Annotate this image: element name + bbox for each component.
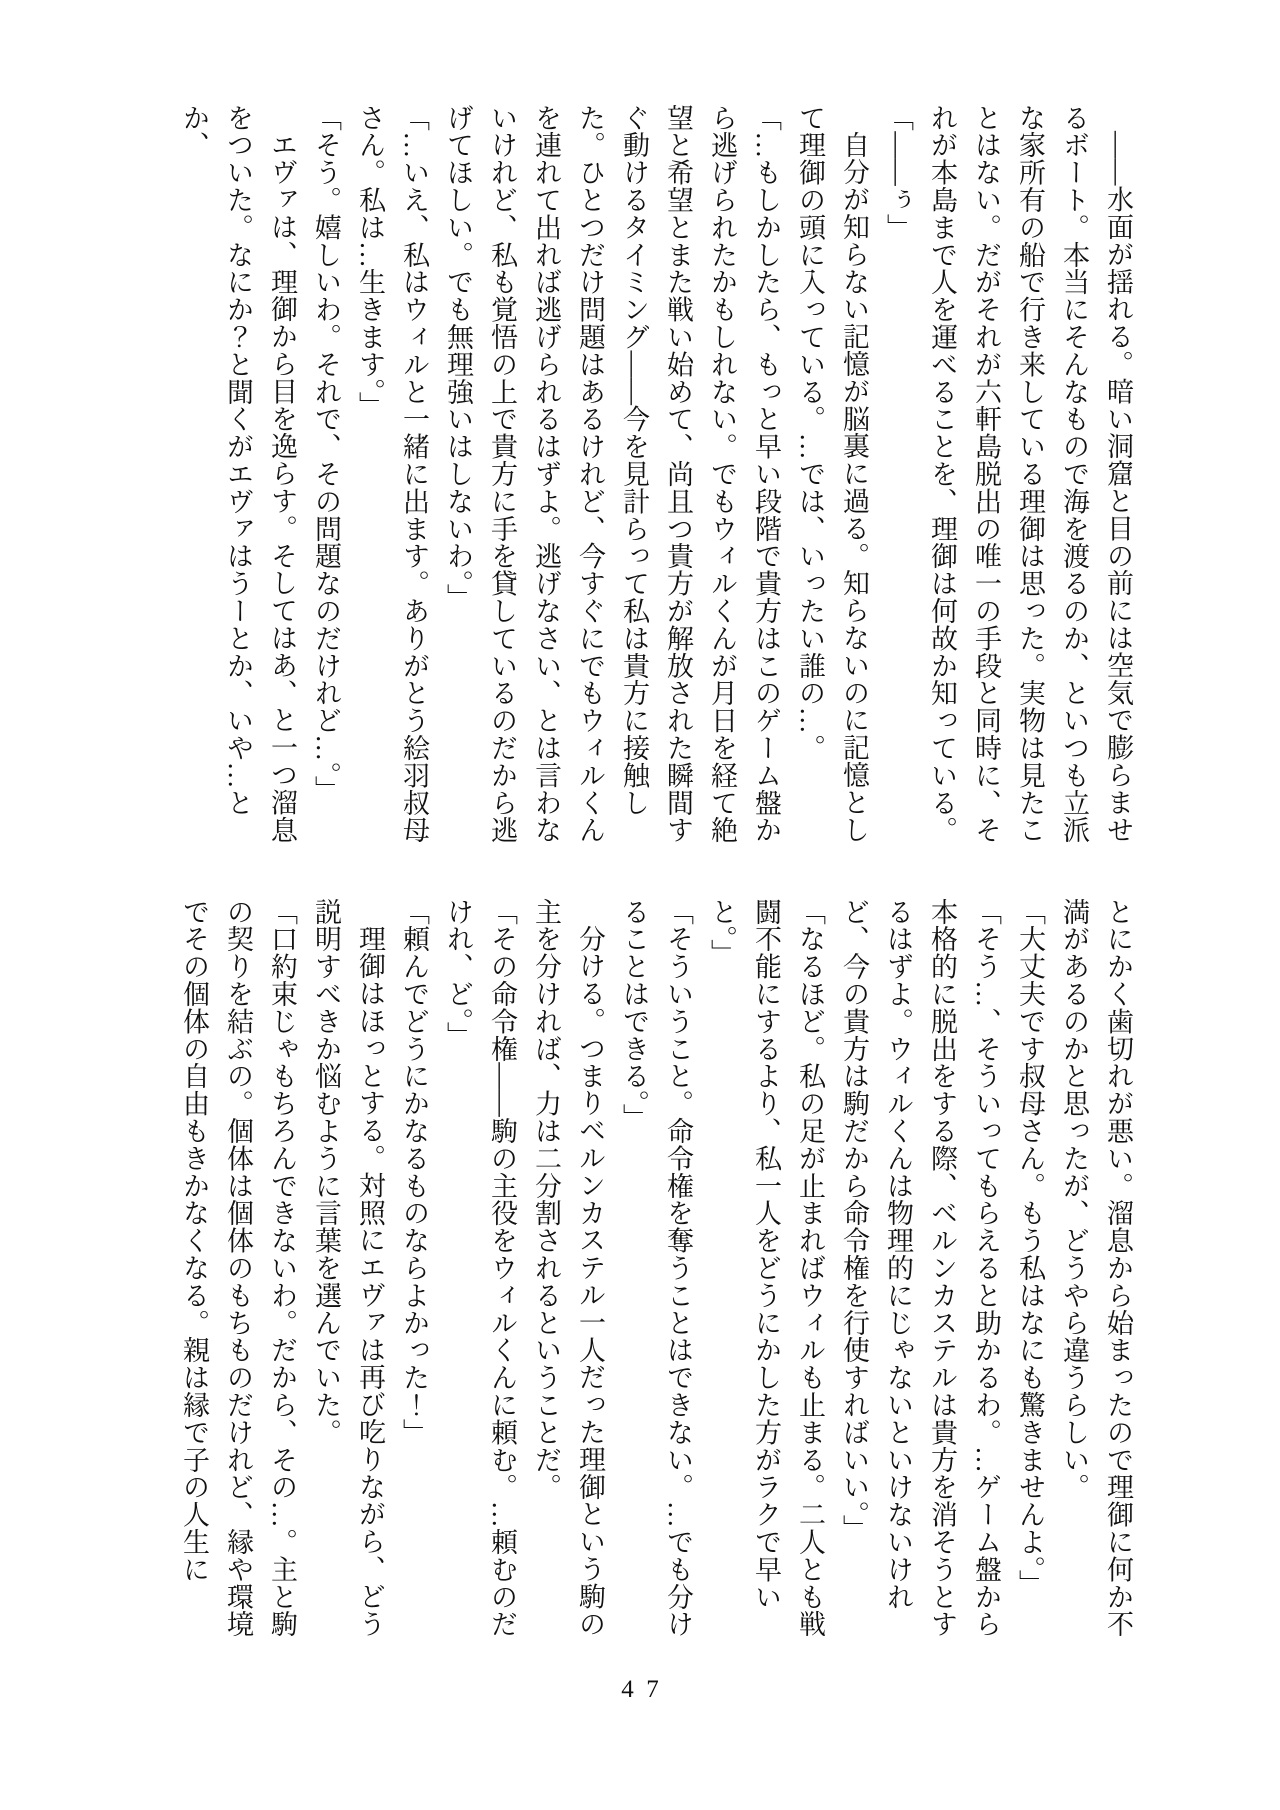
- paragraph: エヴァは、理御から目を逸らす。そしてはあ、と一つ溜息をついた。なにか？と聞くがエヴァはうーとか、いや…とか、: [179, 104, 297, 844]
- page-number: 47: [621, 1676, 672, 1703]
- paragraph: 分ける。つまりベルンカステル一人だった理御という駒の主を分ければ、力は二分割されるということだ。: [531, 898, 605, 1638]
- paragraph: 「なるほど。私の足が止まればウィルも止まる。二人とも戦闘不能にするより、私一人をどうにかした方がラクで早いと。」: [707, 898, 825, 1638]
- paragraph: 「そう…、そういってもらえると助かるわ。…ゲーム盤から本格的に脱出をする際、ベルンカステルは貴方を消そうとするはずよ。ウィルくんは物理的にじゃないといけないけれど、今の貴方は駒だから命令権を行使すればいい。」: [839, 898, 1001, 1638]
- paragraph: 「…いえ、私はウィルと一緒に出ます。ありがとう絵羽叔母さん。私は…生きます。」: [355, 104, 429, 844]
- paragraph: 「そう。嬉しいわ。それで、その問題なのだけれど…。」: [311, 104, 341, 803]
- paragraph: ――水面が揺れる。暗い洞窟と目の前には空気で膨らませるボート。本当にそんなもので海を渡るのか、といつも立派な家所有の船で行き来している理御は思った。実物は見たことはない。だがそれが六軒島脱出の唯一の手段と同時に、それが本島まで人を運べることを、理御は何故か知っている。: [927, 104, 1133, 844]
- paragraph: 「大丈夫です叔母さん。もう私はなにも驚きませんよ。」: [1015, 898, 1045, 1597]
- text-block-bottom: [172, 898, 1140, 1644]
- paragraph: 「頼んでどうにかなるものならよかった！」: [399, 898, 429, 1446]
- paragraph: 自分が知らない記憶が脳裏に過る。知らないのに記憶として理御の頭に入っている。…では、いったい誰の…。: [795, 104, 869, 844]
- paragraph: 「…もしかしたら、もっと早い段階で貴方はこのゲーム盤から逃げられたかもしれない。でもウィルくんが月日を経て絶望と希望とまた戦い始めて、尚且つ貴方が解放された瞬間すぐ動けるタイミング――今を見計らって私は貴方に接触した。ひとつだけ問題はあるけれど、今すぐにでもウィルくんを連れて出れば逃げられるはずよ。逃げなさい、とは言わないけれど、私も覚悟の上で貴方に手を貸しているのだから逃げてほしい。でも無理強いはしないわ。」: [443, 104, 781, 844]
- text-block-top: [172, 104, 1140, 850]
- paragraph: 「その命令権――駒の主役をウィルくんに頼む。…頼むのだけれ、ど。」: [443, 898, 517, 1638]
- paragraph: とにかく歯切れが悪い。溜息から始まったので理御に何か不満があるのかと思ったが、どうやら違うらしい。: [1059, 898, 1133, 1638]
- paragraph: 「そういうこと。命令権を奪うことはできない。…でも分けることはできる。」: [619, 898, 693, 1638]
- paragraph: 「口約束じゃもちろんできないわ。だから、その…。主と駒の契りを結ぶの。個体は個体のもちものだけれど、縁や環境でその個体の自由もきかなくなる。親は縁で子の人生に: [179, 898, 297, 1638]
- paragraph: 理御はほっとする。対照にエヴァは再び吃りながら、どう説明すべきか悩むように言葉を選んでいた。: [311, 898, 385, 1638]
- paragraph: 「――ぅ」: [883, 104, 913, 241]
